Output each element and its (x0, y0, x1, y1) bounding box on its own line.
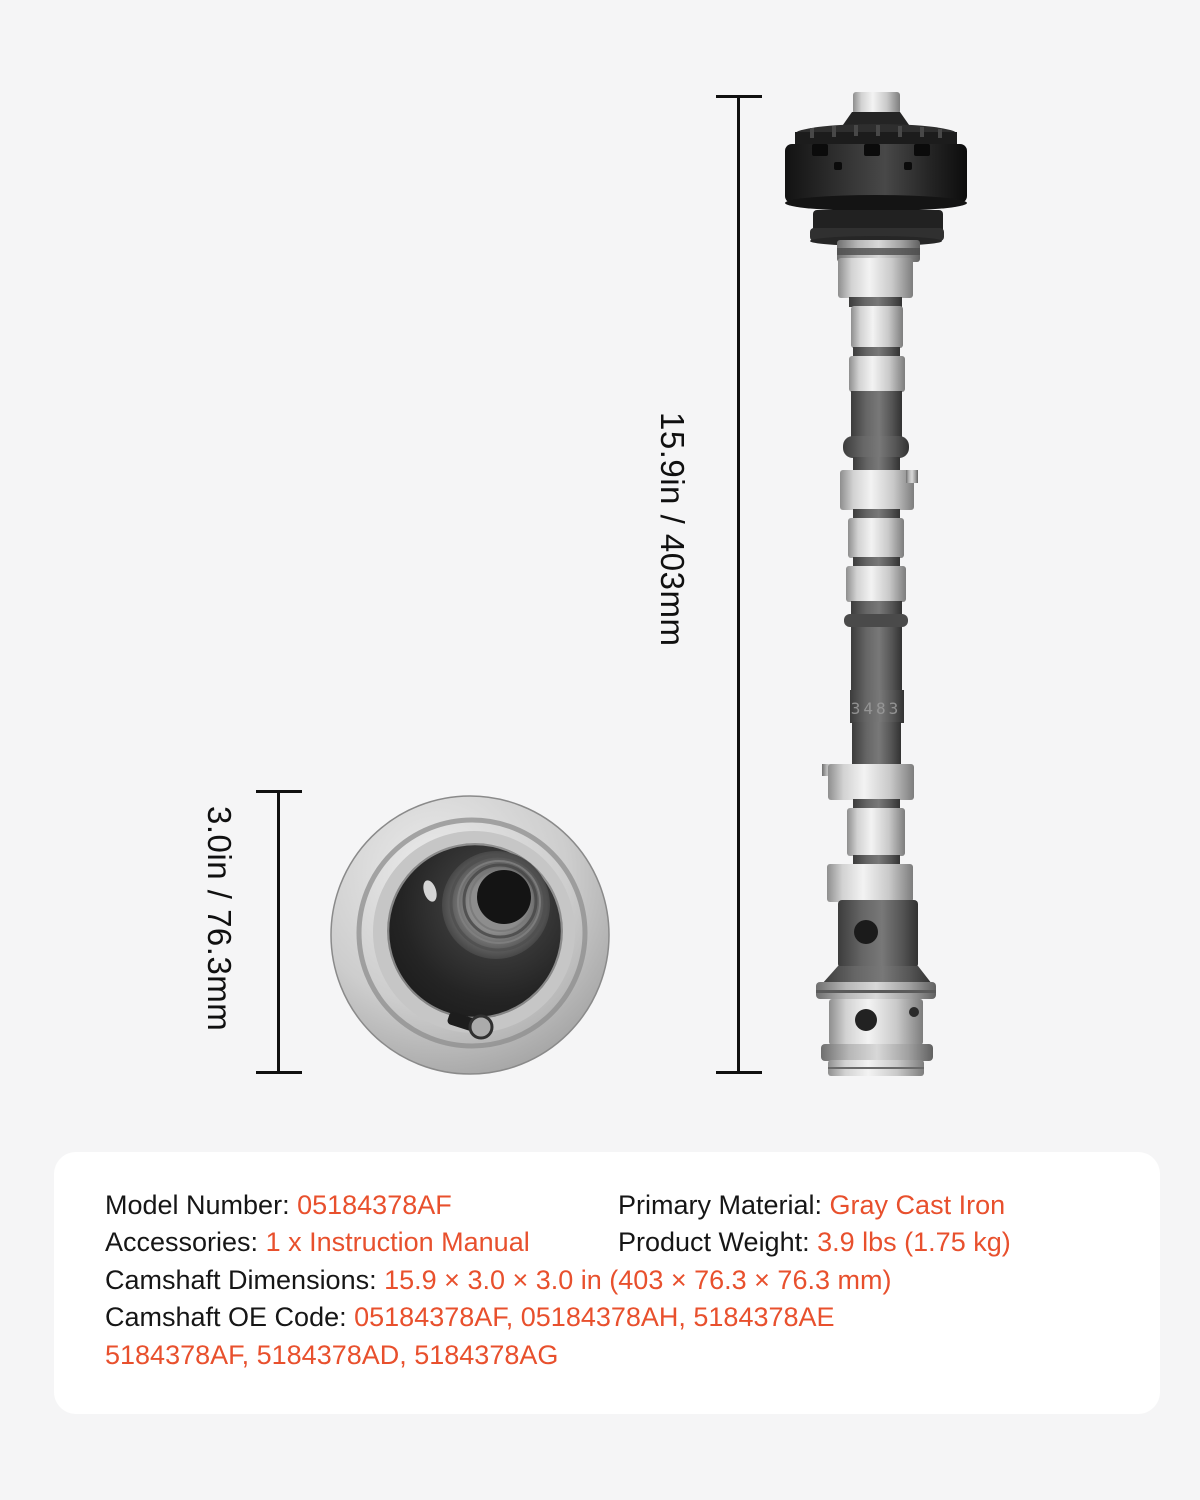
spec-label: Camshaft Dimensions: (105, 1265, 377, 1295)
spec-value: 1 x Instruction Manual (265, 1227, 530, 1257)
length-dim-cap-bottom (716, 1071, 762, 1074)
lobe (847, 808, 905, 856)
bottom-flange-disc (821, 1044, 933, 1061)
lobe (848, 518, 904, 558)
cast-base-flare (822, 966, 932, 984)
spec-label: Model Number: (105, 1190, 290, 1220)
spec-row-accessories (105, 1227, 530, 1258)
phaser-drum-bottom (785, 195, 967, 211)
base-flange-groove (816, 990, 936, 993)
journal (827, 864, 913, 902)
neck (849, 297, 902, 307)
spec-card (54, 1152, 1160, 1414)
collar-groove (837, 248, 920, 255)
spec-value: 15.9 × 3.0 × 3.0 in (403 × 76.3 × 76.3 mm) (384, 1265, 892, 1295)
diameter-dim-line (277, 792, 280, 1074)
bottom-disc-seam (828, 1067, 924, 1069)
spec-value: 05184378AF (297, 1190, 452, 1220)
length-dim-line (737, 97, 740, 1074)
journal-flange (906, 470, 918, 483)
spec-label: Camshaft OE Code: (105, 1302, 347, 1332)
spec-label: Accessories: (105, 1227, 259, 1257)
camshaft-side-photo (768, 86, 984, 1086)
spec-value: 5184378AF, 5184378AD, 5184378AG (105, 1340, 559, 1370)
cast-ring (844, 614, 908, 627)
spec-value: Gray Cast Iron (829, 1190, 1006, 1220)
lobe (846, 566, 906, 602)
camshaft-nose (853, 92, 900, 114)
cast-ring (843, 436, 909, 458)
neck (853, 799, 900, 809)
spec-row-model-number (105, 1190, 452, 1221)
cast-base (838, 900, 918, 968)
spec-row-camshaft-dimensions (105, 1265, 891, 1296)
stamp-text: 3483 (850, 699, 902, 718)
neck (853, 557, 900, 567)
lobe (849, 356, 905, 392)
diameter-dimension-label: 3.0in / 76.3mm (201, 806, 238, 1032)
diameter-dim-cap-bottom (256, 1071, 302, 1074)
dowel-pin (470, 1016, 492, 1038)
journal (838, 258, 913, 298)
cast-section (851, 391, 902, 437)
spec-value: 3.9 lbs (1.75 kg) (817, 1227, 1011, 1257)
cast-section (852, 722, 901, 764)
neck (853, 347, 900, 357)
neck (853, 509, 900, 519)
camshaft-end-photo (320, 785, 620, 1085)
oil-hole (854, 920, 878, 944)
spec-row-product-weight (618, 1227, 1011, 1258)
cast-section (853, 457, 900, 471)
spec-label: Primary Material: (618, 1190, 823, 1220)
journal (840, 470, 914, 510)
oil-hole-small (909, 1007, 919, 1017)
spec-label: Product Weight: (618, 1227, 810, 1257)
journal (828, 764, 914, 800)
spec-row-oe-code (105, 1302, 835, 1333)
spec-row-primary-material (618, 1190, 1005, 1221)
length-dimension-label: 15.9in / 403mm (654, 412, 691, 647)
lobe (851, 306, 903, 348)
spec-row-oe-code-continued (105, 1340, 558, 1371)
thread-hole (477, 870, 531, 924)
spec-value: 05184378AF, 05184378AH, 5184378AE (354, 1302, 835, 1332)
neck (853, 855, 900, 865)
oil-hole (855, 1009, 877, 1031)
